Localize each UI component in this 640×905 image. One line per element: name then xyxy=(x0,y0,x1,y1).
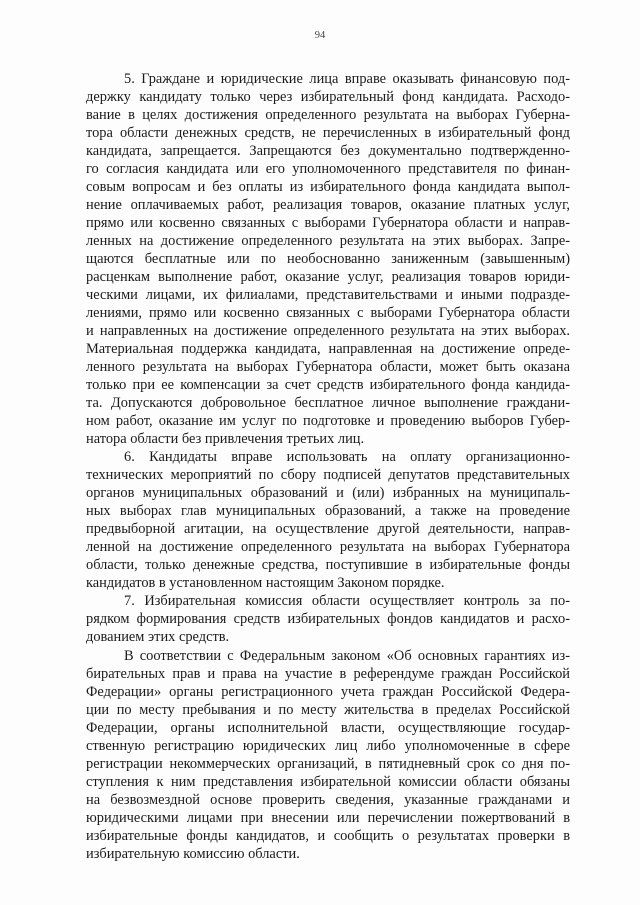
text-line: ственную регистрацию юридических лиц либо уполномоченные в сфере xyxy=(86,737,570,754)
text-line: ленного результата на выборах Губернатора области, может быть оказана xyxy=(86,359,570,376)
text-line: области, только денежные средства, поступившие в избирательные фонды xyxy=(86,557,570,574)
text-line: ных выборах глав муниципальных образований, а также на проведение xyxy=(86,503,570,520)
text-line: Материальная поддержка кандидата, направленная на достижение опреде- xyxy=(86,341,570,358)
text-line: совым вопросам и без оплаты из избирательного фонда кандидата выпол- xyxy=(86,179,570,196)
text-line: Федерации, органы исполнительной власти, осуществляющие государ- xyxy=(86,719,570,736)
text-line: 6. Кандидаты вправе использовать на оплату организационно- xyxy=(124,449,570,466)
text-line: только при ее компенсации за счет средств избирательного фонда кандида- xyxy=(86,377,570,394)
text-line: на безвозмездной основе проверить сведения, указанные гражданами и xyxy=(86,791,570,808)
text-line: лениями, прямо или косвенно связанных с выборами Губернатора области xyxy=(86,305,570,322)
text-line: тора области денежных средств, не перечисленных в избирательный фонд xyxy=(86,125,570,142)
text-line: держку кандидату только через избирательный фонд кандидата. Расходо- xyxy=(86,89,570,106)
text-line: щаются бесплатные или по необоснованно заниженным (завышенным) xyxy=(86,251,570,268)
text-line: и направленных на достижение определенного результата на этих выборах. xyxy=(86,323,570,340)
text-line: кандидата, запрещается. Запрещаются без документально подтвержденно- xyxy=(86,143,570,160)
text-line: натора области без привлечения третьих лиц. xyxy=(86,431,365,448)
text-line: го согласия кандидата или его уполномоченного представителя по финан- xyxy=(86,161,570,178)
text-line: ном работ, оказание им услуг по подготовке и проведению выборов Губер- xyxy=(86,413,570,430)
text-line: бирательных прав и права на участие в референдуме граждан Российской xyxy=(86,665,570,682)
text-line: рядком формирования средств избирательных фондов кандидатов и расхо- xyxy=(86,611,570,628)
text-line: регистрации некоммерческих организаций, в пятидневный срок со дня по- xyxy=(86,755,570,772)
text-line: избирательные фонды кандидатов, и сообщить о результатах проверки в xyxy=(86,827,570,844)
text-line: ческими лицами, их филиалами, представительствами и иными подразде- xyxy=(86,287,570,304)
text-line: кандидатов в установленном настоящим Законом порядке. xyxy=(86,575,445,592)
page-number: 94 xyxy=(314,30,326,41)
text-line: Федерации» органы регистрационного учета граждан Российской Федера- xyxy=(86,683,570,700)
text-line: 5. Граждане и юридические лица вправе оказывать финансовую под- xyxy=(124,71,570,87)
text-line: юридическими лицами при внесении или перечислении пожертвований в xyxy=(86,809,570,826)
text-line: вание в целях достижения определенного результата на выборах Губерна- xyxy=(86,107,570,124)
text-line: 7. Избирательная комиссия области осуществляет контроль за по- xyxy=(124,593,570,610)
text-line: ступления к ним представления избирательной комиссии области обязаны xyxy=(86,773,570,790)
text-line: та. Допускаются добровольное бесплатное личное выполнение граждани- xyxy=(86,395,570,412)
text-line: прямо или косвенно связанных с выборами Губернатора области и направ- xyxy=(86,215,570,232)
text-line: предвыборной агитации, на осуществление другой деятельности, направ- xyxy=(86,521,570,538)
paragraph-p5 xyxy=(86,70,570,448)
text-line: органов муниципальных образований и (или) избранных на муниципаль- xyxy=(86,485,570,502)
text-line: нение оплачиваемых работ, реализация товаров, оказание платных услуг, xyxy=(86,197,570,214)
text-line: расценкам выполнение работ, оказание услуг, реализация товаров юриди- xyxy=(86,269,570,286)
text-line: избирательную комиссию области. xyxy=(86,845,300,862)
paragraph-p8 xyxy=(86,647,570,863)
paragraph-p7 xyxy=(86,592,570,646)
text-line: дованием этих средств. xyxy=(86,629,230,646)
text-line: технических мероприятий по сбору подписей депутатов представительных xyxy=(86,467,570,484)
paragraph-p6 xyxy=(86,448,570,592)
text-line: В соответствии с Федеральным законом «Об основных гарантиях из- xyxy=(124,647,570,664)
text-line: ции по месту пребывания и по месту жительства в пределах Российской xyxy=(86,701,570,718)
body-text xyxy=(86,70,570,863)
text-line: ленной на достижение определенного результата на выборах Губернатора xyxy=(86,539,570,556)
text-line: ленных на достижение определенного результата на этих выборах. Запре- xyxy=(86,233,570,250)
